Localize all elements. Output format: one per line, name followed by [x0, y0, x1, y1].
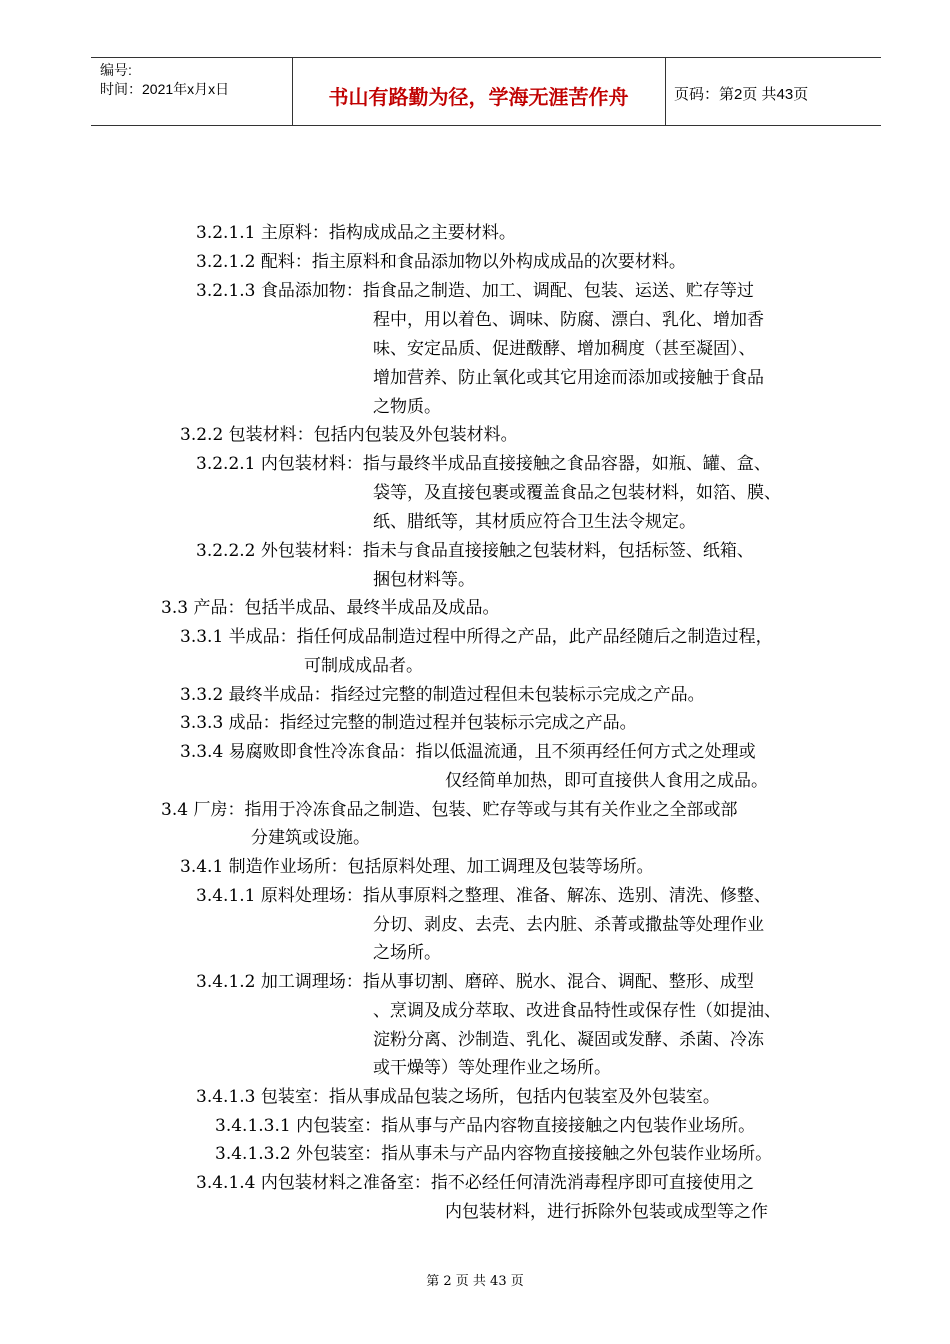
text-line: 3.4.1.3.1 内包装室：指从事与产品内容物直接接触之内包装作业场所。	[215, 1116, 756, 1136]
text-line: 3.4.1 制造作业场所：包括原料处理、加工调理及包装等场所。	[180, 857, 654, 877]
motto-text: 书山有路勤为径，学海无涯苦作舟	[328, 85, 629, 109]
text-line: 、烹调及成分萃取、改进食品特性或保存性（如提油、	[373, 1001, 781, 1021]
text-line: 可制成成品者。	[304, 656, 423, 676]
text-line: 仅经简单加热，即可直接供人食用之成品。	[445, 771, 768, 791]
text-line: 3.2.2.2 外包装材料：指未与食品直接接触之包装材料，包括标签、纸箱、	[196, 541, 754, 561]
document-time: 时间：2021年x月x日	[100, 81, 230, 97]
text-line: 3.4 厂房：指用于冷冻食品之制造、包装、贮存等或与其有关作业之全部或部	[161, 800, 738, 820]
text-line: 3.3 产品：包括半成品、最终半成品及成品。	[161, 598, 500, 618]
header-motto-cell	[292, 58, 666, 125]
text-line: 之物质。	[373, 397, 441, 417]
text-line: 3.2.1.3 食品添加物：指食品之制造、加工、调配、包装、运送、贮存等过	[196, 281, 754, 301]
text-line: 3.2.2 包装材料：包括内包装及外包装材料。	[180, 425, 518, 445]
text-line: 3.3.1 半成品：指任何成品制造过程中所得之产品，此产品经随后之制造过程，	[180, 627, 773, 647]
header-meta-cell	[91, 58, 293, 125]
document-number-label: 编号:	[100, 62, 132, 78]
text-line: 味、安定品质、促进酦酵、增加稠度（甚至凝固）、	[373, 339, 756, 359]
text-line: 淀粉分离、沙制造、乳化、凝固或发酵、杀菌、冷冻	[373, 1030, 764, 1050]
page-number-info: 页码：第2页 共43页	[674, 86, 809, 103]
text-line: 3.2.1.2 配料：指主原料和食品添加物以外构成成品的次要材料。	[196, 252, 686, 272]
text-line: 纸、腊纸等，其材质应符合卫生法令规定。	[373, 512, 696, 532]
text-line: 程中，用以着色、调味、防腐、漂白、乳化、增加香	[373, 310, 764, 330]
text-line: 内包装材料，进行拆除外包装或成型等之作	[445, 1202, 768, 1222]
text-line: 3.3.4 易腐败即食性冷冻食品：指以低温流通，且不须再经任何方式之处理或	[180, 742, 756, 762]
text-line: 增加营养、防止氧化或其它用途而添加或接触于食品	[373, 368, 764, 388]
text-line: 3.2.1.1 主原料：指构成成品之主要材料。	[196, 223, 516, 243]
text-line: 分建筑或设施。	[251, 828, 370, 848]
text-line: 3.4.1.3 包装室：指从事成品包装之场所，包括内包装室及外包装室。	[196, 1087, 720, 1107]
text-line: 之场所。	[373, 943, 441, 963]
text-line: 3.3.2 最终半成品：指经过完整的制造过程但未包装标示完成之产品。	[180, 685, 705, 705]
text-line: 3.4.1.3.2 外包装室：指从事未与产品内容物直接接触之外包装作业场所。	[215, 1144, 773, 1164]
page-footer: 第 2 页 共 43 页	[426, 1274, 524, 1289]
text-line: 分切、剥皮、去壳、去内脏、杀菁或撒盐等处理作业	[373, 915, 764, 935]
header-page-cell	[666, 58, 881, 125]
text-line: 3.4.1.4 内包装材料之准备室：指不必经任何清洗消毒程序即可直接使用之	[196, 1173, 754, 1193]
text-line: 或干燥等）等处理作业之场所。	[373, 1058, 611, 1078]
text-line: 3.2.2.1 内包装材料：指与最终半成品直接接触之食品容器，如瓶、罐、盒、	[196, 454, 771, 474]
text-line: 3.4.1.2 加工调理场：指从事切割、磨碎、脱水、混合、调配、整形、成型	[196, 972, 754, 992]
document-header	[91, 57, 881, 126]
text-line: 捆包材料等。	[373, 570, 475, 590]
text-line: 3.3.3 成品：指经过完整的制造过程并包装标示完成之产品。	[180, 713, 637, 733]
text-line: 3.4.1.1 原料处理场：指从事原料之整理、准备、解冻、选别、清洗、修整、	[196, 886, 771, 906]
text-line: 袋等，及直接包裹或覆盖食品之包装材料，如箔、膜、	[373, 483, 781, 503]
